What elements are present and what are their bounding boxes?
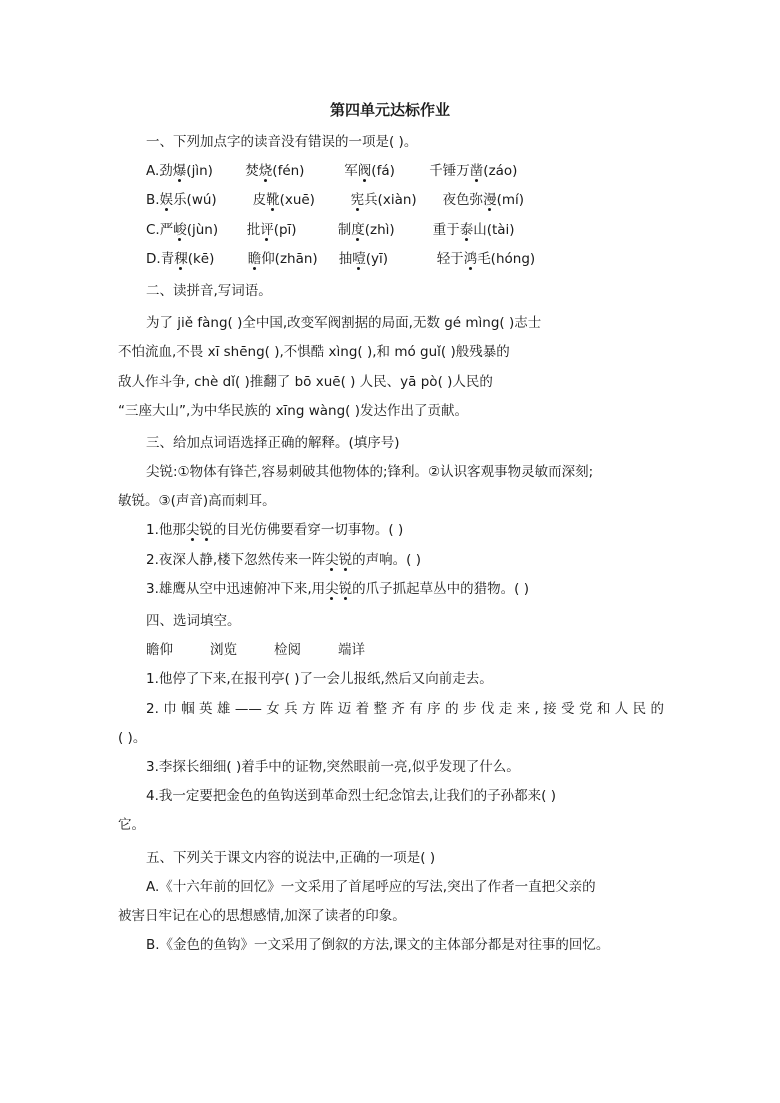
- q5-stem: 五、下列关于课文内容的说法中,正确的一项是( ): [146, 849, 436, 866]
- q2-line-2: 不怕流血,不畏 xī shēng( ),不惧酷 xìng( ),和 mó guǐ( )般残暴的: [118, 344, 510, 361]
- q1-option-b: B.娱乐(wú) 皮靴(xuē) 宪兵(xiàn) 夜色弥漫(mí): [146, 192, 524, 209]
- q1-option-d: D.青稞(kē) 瞻仰(zhān) 抽噎(yī) 轻于鸿毛(hóng): [146, 250, 536, 267]
- q3-sentence-3: 3.雄鹰从空中迅速俯冲下来,用尖锐的爪子抓起草丛中的猎物。( ): [146, 580, 529, 597]
- q4-sentence-4-cont: 它。: [118, 817, 145, 834]
- q4-word-bank: [118, 636, 664, 665]
- worksheet-content: [118, 128, 664, 960]
- q2-line-4: “三座大山”,为中华民族的 xīng wàng( )发达作出了贡献。: [118, 402, 468, 419]
- word-option: 瞻仰: [146, 642, 173, 659]
- word-option: 端详: [338, 642, 365, 659]
- q3-sentence-2: 2.夜深人静,楼下忽然传来一阵尖锐的声响。( ): [146, 551, 421, 568]
- q1-stem: 一、下列加点字的读音没有错误的一项是( )。: [146, 134, 418, 150]
- q4-sentence-2: 2.巾帼英雄——女兵方阵迈着整齐有序的步伐走来,接受党和人民的: [146, 700, 664, 717]
- q4-sentence-1: 1.他停了下来,在报刊亭( )了一会儿报纸,然后又向前走去。: [146, 671, 493, 688]
- q5-option-b: B.《金色的鱼钩》一文采用了倒叙的方法,课文的主体部分都是对往事的回忆。: [146, 937, 610, 954]
- q4-sentence-2-cont: ( )。: [118, 729, 147, 746]
- q4-stem: 四、选词填空。: [146, 613, 241, 629]
- q5-option-a: A.《十六年前的回忆》一文采用了首尾呼应的写法,突出了作者一直把父亲的: [146, 878, 596, 895]
- q2-line-1: 为了 jiě fàng( )全中国,改变军阀割据的局面,无数 gé mìng( )志士: [146, 315, 542, 332]
- page-title: 第四单元达标作业: [329, 101, 450, 119]
- q4-sentence-3: 3.李探长细细( )着手中的证物,突然眼前一亮,似乎发现了什么。: [146, 758, 520, 775]
- q3-sentence-1: 1.他那尖锐的目光仿佛要看穿一切事物。( ): [146, 522, 404, 539]
- q3-definition-1: 尖锐:①物体有锋芒,容易刺破其他物体的;锋利。②认识客观事物灵敏而深刻;: [146, 464, 594, 481]
- q3-stem: 三、给加点词语选择正确的解释。(填序号): [146, 434, 400, 451]
- q2-stem: 二、读拼音,写词语。: [146, 282, 272, 299]
- q4-sentence-4: 4.我一定要把金色的鱼钩送到革命烈士纪念馆去,让我们的子孙都来( ): [146, 788, 556, 805]
- q2-line-3: 敌人作斗争, chè dǐ( )推翻了 bō xuē( ) 人民、yā pò( )人民的: [118, 373, 493, 390]
- q1-option-c: C.严峻(jùn) 批评(pī) 制度(zhì) 重于泰山(tài): [146, 221, 515, 238]
- word-option: 检阅: [274, 642, 301, 659]
- q5-option-a-cont: 被害日牢记在心的思想感情,加深了读者的印象。: [118, 907, 406, 924]
- word-option: 浏览: [210, 642, 237, 659]
- q3-definition-2: 敏锐。③(声音)高而刺耳。: [118, 493, 276, 510]
- q1-option-a: A.劲爆(jìn) 焚烧(fén) 军阀(fá) 千锤万凿(záo): [146, 163, 518, 180]
